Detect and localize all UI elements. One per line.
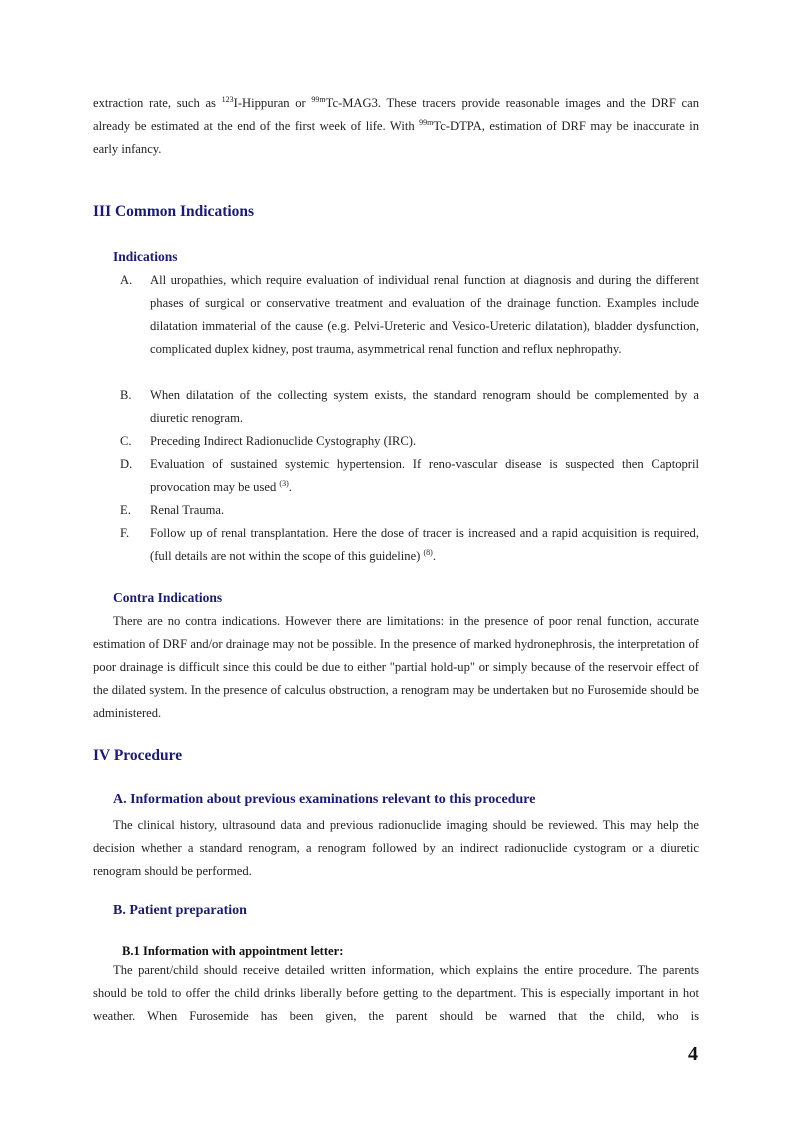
list-item: D. Evaluation of sustained systemic hypertension. If reno-vascular disease is suspected then Captopril provocation may be used $^{(3)}$. [120,457,699,494]
list-item: A. All uropathies, which require evaluation of individual renal function at diagnosis and during the different phases of surgical or conservative treatment and evaluation of the drainage function. Examples include dilatation immaterial of the cause (e.g. Pelvi-Ureteric and Vesico-Ureteric dilatation), bladder dysfunction, complicated duplex kidney, post trauma, asymmetrical renal function and reflux nephropathy. [120,273,699,356]
list-item: B. When dilatation of the collecting system exists, the standard renogram should be complemented by a diuretic renogram. [120,388,699,425]
subheading-contra-indications: Contra Indications [113,590,223,605]
previous-examinations-paragraph: The clinical history, ultrasound data and previous radionuclide imaging should be reviewed. This may help the decision whether a standard renogram, a renogram followed by an indirect radionuclide cystogram or a diuretic renogram should be performed. [93,818,699,878]
subheading-appointment-letter: B.1 Information with appointment letter: [122,944,344,958]
subheading-previous-examinations: A. Information about previous examinations relevant to this procedure [113,792,536,807]
intro-paragraph: extraction rate, such as $^{123}$I-Hippuran or $^{99m}$Tc-MAG3. These tracers provide reasonable images and the DRF can already be estimated at the end of the first week of life. With $^{99m}$Tc-DTPA, estimation of DRF may be inaccurate in early infancy. [93,94,699,156]
subheading-patient-preparation: B. Patient preparation [113,903,247,918]
subheading-indications: Indications [113,249,178,264]
appointment-letter-paragraph: The parent/child should receive detailed written information, which explains the entire procedure. The parents should be told to offer the child drinks liberally before getting to the department. This is especially important in hot weather. When Furosemide has been given, the parent should be warned that the child, who is [93,963,699,1023]
list-item: E. Renal Trauma. [120,503,225,517]
list-item: F. Follow up of renal transplantation. Here the dose of tracer is increased and a rapid acquisition is required, (full details are not within the scope of this guideline) $^{(8)}$. [120,526,699,563]
section-heading: IV Procedure [93,747,183,764]
page-number: 4 [688,1043,698,1065]
list-item: C. Preceding Indirect Radionuclide Cystography (IRC). [120,434,417,448]
section-heading: III Common Indications [93,203,255,220]
contra-paragraph: There are no contra indications. However there are limitations: in the presence of poor renal function, accurate estimation of DRF and/or drainage may not be possible. In the presence of marked hydronephrosis, the interpretation of poor drainage is difficult since this could be due to either "partial hold-up" or simply because of the reservoir effect of the dilated system. In the presence of calculus obstruction, a renogram may be undertaken but no Furosemide should be administered. [93,614,699,720]
